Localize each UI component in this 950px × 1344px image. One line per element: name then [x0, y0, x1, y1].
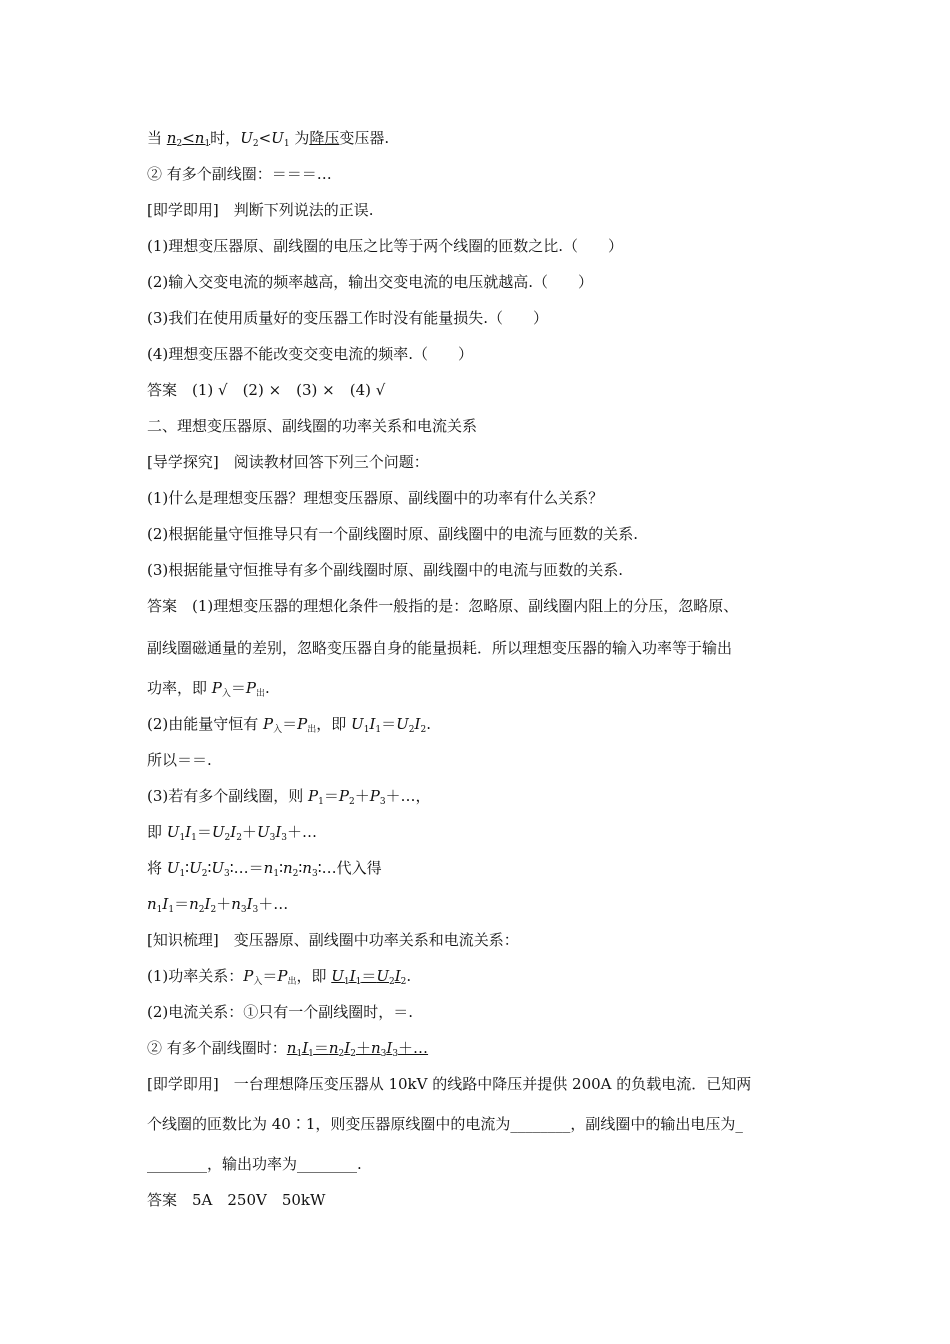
text-line-18: 所以＝＝. [147, 751, 212, 769]
text-line-5: (2)输入交变电流的频率越高，输出交变电流的电压就越高.（ ） [147, 273, 594, 291]
text-line-27: [即学即用] 一台理想降压变压器从 10kV 的线路中降压并提供 200A 的负载电流．已知两 [147, 1075, 752, 1093]
text-line-25: (2)电流关系：①只有一个副线圈时，＝. [147, 1003, 414, 1021]
text-line-16: 功率，即 $P_入=P_出$. [147, 679, 270, 699]
text-line-23: [知识梳理] 变压器原、副线圈中功率关系和电流关系： [147, 931, 519, 949]
text-line-29: ________，输出功率为________. [147, 1155, 362, 1173]
text-line-8: 答案 (1) √ (2) × (3) × (4) √ [147, 381, 386, 399]
text-line-14: 答案 (1)理想变压器的理想化条件一般指的是：忽略原、副线圈内阻上的分压，忽略原、 [147, 597, 739, 615]
section-heading: 二、理想变压器原、副线圈的功率关系和电流关系 [147, 417, 478, 435]
text-line-24: (1)功率关系：$P_入=P_出$，即 $U_1I_1=U_2I_2$. [147, 967, 412, 987]
text-line-7: (4)理想变压器不能改变交变电流的频率.（ ） [147, 345, 474, 363]
text-line-1: 当 $n_2<n_1$时，$U_2<U_1$ 为降压变压器. [147, 129, 390, 149]
text-line-2: ② 有多个副线圈：＝＝＝… [147, 165, 332, 183]
answer-line: 答案 5A 250V 50kW [147, 1191, 326, 1209]
text-line-26: ② 有多个副线圈时：$n_1I_1=n_2I_2+n_3I_3+\dots$ [147, 1039, 429, 1059]
text-line-15: 副线圈磁通量的差别，忽略变压器自身的能量损耗．所以理想变压器的输入功率等于输出 [147, 639, 733, 657]
text-line-6: (3)我们在使用质量好的变压器工作时没有能量损失.（ ） [147, 309, 549, 327]
text-line-22: $n_1I_1=n_2I_2+n_3I_3+\dots$ [147, 895, 289, 915]
text-line-28: 个线圈的匝数比为 40∶1，则变压器原线圈中的电流为________，副线圈中的输出电压为_ [147, 1115, 743, 1133]
text-line-3: [即学即用] 判断下列说法的正误. [147, 201, 374, 219]
text-line-21: 将 $U_1∶U_2∶U_3∶\dots=n_1∶n_2∶n_3∶\dots$代入得 [147, 859, 382, 879]
text-line-12: (2)根据能量守恒推导只有一个副线圈时原、副线圈中的电流与匝数的关系. [147, 525, 639, 543]
text-line-11: (1)什么是理想变压器？理想变压器原、副线圈中的功率有什么关系？ [147, 489, 604, 507]
text-line-19: (3)若有多个副线圈，则 $P_1=P_2+P_3+\dots$， [147, 787, 431, 807]
text-line-10: [导学探究] 阅读教材回答下列三个问题： [147, 453, 429, 471]
text-line-4: (1)理想变压器原、副线圈的电压之比等于两个线圈的匝数之比.（ ） [147, 237, 624, 255]
text-line-17: (2)由能量守恒有 $P_入=P_出$，即 $U_1I_1=U_2I_2$. [147, 715, 431, 735]
text-line-13: (3)根据能量守恒推导有多个副线圈时原、副线圈中的电流与匝数的关系. [147, 561, 624, 579]
text-line-20: 即 $U_1I_1=U_2I_2+U_3I_3+\dots$ [147, 823, 318, 843]
